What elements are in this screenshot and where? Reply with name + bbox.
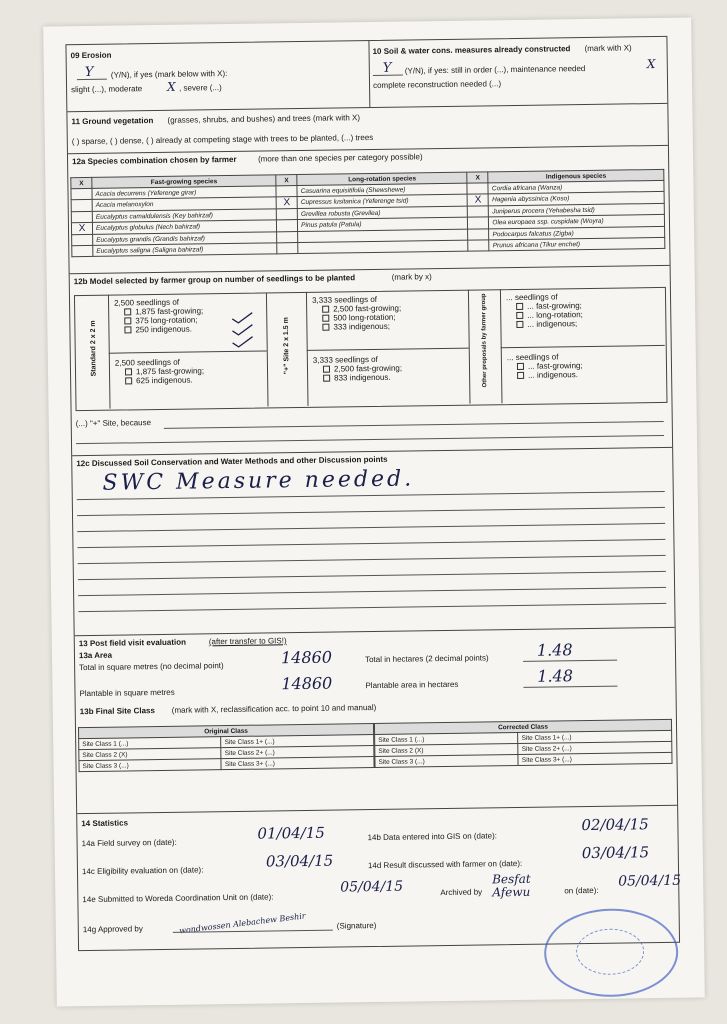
form-frame [65, 36, 680, 951]
swc-maintenance-mark: X [646, 57, 656, 72]
approver-signature: wondwossen Alebachew Beshir [178, 911, 307, 936]
site-class-cell[interactable]: Site Class 1 (...) [79, 737, 222, 750]
field-survey-label: 14a Field survey on (date): [81, 837, 177, 849]
site-class-cell[interactable]: Site Class 2+ (...) [518, 741, 672, 754]
species-mark-cell[interactable] [277, 220, 298, 232]
model-row [70, 265, 672, 456]
plus-a-head: 3,333 seedlings of [311, 294, 378, 305]
site-class-cell[interactable]: Site Class 1+ (...) [518, 730, 672, 743]
total-ha-label: Total in hectares (2 decimal points) [364, 653, 489, 665]
site-class-cell[interactable]: Site Class 1+ (...) [221, 735, 374, 748]
site-class-cell[interactable]: Site Class 3+ (...) [518, 752, 672, 765]
checkbox[interactable] [124, 309, 131, 316]
species-name-cell: Olea europaea ssp. cuspidate (Woyra) [489, 214, 665, 228]
species-mark-cell[interactable] [467, 183, 488, 194]
checkbox[interactable] [322, 324, 329, 331]
swc-title: 10 Soil & water cons. measures already constructed [372, 44, 571, 56]
species-header-cell: X [467, 172, 488, 183]
species-name-cell: Eucalyptus grandis (Grandis bahirzaf) [93, 232, 277, 246]
checkbox[interactable] [125, 378, 132, 385]
species-mark-cell[interactable] [468, 206, 489, 217]
discussion-handwritten: SWC Measure needed. [102, 466, 415, 496]
option-label: ... indigenous; [527, 319, 578, 329]
species-mark-cell[interactable] [276, 209, 297, 220]
standard-b-block [115, 357, 204, 385]
species-name-cell: Juniperus procera (Yehabesha tsid) [489, 203, 665, 216]
archived-date: 05/04/15 [618, 872, 682, 890]
field-survey-date: 01/04/15 [257, 823, 325, 843]
total-sqm-value: 14860 [280, 647, 333, 668]
species-mark-cell[interactable] [71, 199, 92, 211]
species-mark-cell[interactable]: X [71, 222, 92, 234]
checkbox[interactable] [517, 363, 524, 370]
discussion-row [72, 447, 674, 636]
archived-label: Archived by [440, 887, 483, 898]
species-header-cell: X [276, 175, 297, 186]
option-label: 625 indigenous. [136, 375, 193, 386]
other-a-block [506, 292, 583, 329]
species-name-cell: Casuarina equisitifolia (Shewshewe) [297, 183, 467, 196]
plantable-ha-label: Plantable area in hectares [365, 679, 459, 691]
woreda-submission-date: 05/04/15 [340, 878, 404, 896]
option-label: ... fast-growing; [527, 361, 583, 371]
eligibility-label: 14c Eligibility evaluation on (date): [81, 865, 204, 877]
option-label: 833 indigenous. [334, 372, 391, 383]
other-b-block [507, 352, 583, 380]
checkbox[interactable] [124, 318, 131, 325]
site-class-cell[interactable]: Site Class 2 (X) [79, 748, 222, 761]
gis-entry-label: 14b Data entered into GIS on (date): [367, 831, 498, 843]
plantable-sqm-label: Plantable in square metres [79, 687, 175, 699]
species-name-cell: Podocarpus falcatus (Zigba) [489, 226, 665, 239]
species-mark-cell[interactable]: X [276, 197, 297, 209]
signature-label: (Signature) [336, 921, 377, 931]
erosion-severe: , severe (...) [179, 83, 222, 93]
swc-line2: complete reconstruction needed (...) [372, 79, 502, 90]
species-header-cell: X [71, 177, 92, 188]
option-label: ... indigenous. [528, 370, 578, 380]
species-name-cell: Eucalyptus globulus (Nech bahirzaf) [92, 220, 276, 235]
vegetation-title: 11 Ground vegetation [71, 116, 154, 127]
species-name-cell: Hagenia abyssinica (Koso) [488, 191, 664, 205]
erosion-row [66, 37, 667, 112]
model-title-tail: (mark by x) [391, 272, 432, 282]
checkbox[interactable] [124, 327, 131, 334]
species-mark-cell[interactable] [71, 188, 92, 199]
evaluation-row [75, 627, 677, 814]
plus-site-label: "+" Site 2 x 1.5 m [282, 317, 291, 375]
official-stamp [544, 908, 679, 998]
option-label: ... fast-growing; [527, 301, 582, 311]
result-discussed-date: 03/04/15 [581, 843, 650, 863]
species-name-cell: Acacia decurrens (Yeferenge girar) [92, 186, 276, 200]
species-mark-cell[interactable] [277, 243, 298, 254]
species-name-cell: Grevillea robusta (Grevilea) [297, 206, 467, 219]
standard-b-head: 2,500 seedlings of [114, 357, 180, 368]
species-header-cell: Indigenous species [488, 169, 664, 182]
species-name-cell [298, 240, 468, 253]
swc-line1: (Y/N), if yes: still in order (...), maintenance needed [404, 64, 586, 76]
species-name-cell: Cordia africana (Wanza) [488, 180, 664, 193]
other-b-head: ... seedlings of [506, 352, 559, 363]
gis-entry-date: 02/04/15 [581, 815, 649, 835]
species-name-cell: Acacia melanoxylon [92, 197, 276, 212]
species-mark-cell[interactable]: X [467, 194, 488, 206]
option-label: 1,875 fast-growing; [135, 366, 205, 377]
species-mark-cell[interactable] [71, 211, 92, 222]
site-class-cell[interactable]: Site Class 3 (...) [79, 759, 222, 772]
evaluation-title: 13 Post field visit evaluation [78, 637, 187, 649]
checkmarks [230, 310, 271, 351]
species-name-cell: Pinus patula (Patula) [298, 217, 468, 231]
species-name-cell: Eucalyptus saligna (Saligna bahirzaf) [93, 243, 277, 257]
archived-by: Besfat Afewu [492, 871, 531, 900]
model-title: 12b Model selected by farmer group on number of seedlings to be planted [73, 273, 356, 287]
option-label: 500 long-rotation; [333, 312, 396, 323]
discussion-title: 12c Discussed Soil Conservation and Water Methods and other Discussion points [76, 454, 388, 469]
standard-a-head: 2,500 seedlings of [113, 297, 180, 308]
option-label: ... long-rotation; [527, 310, 583, 320]
corrected-class-table [374, 719, 673, 768]
total-sqm-label: Total in square metres (no decimal point) [79, 661, 224, 673]
option-label: 2,500 fast-growing; [333, 363, 403, 374]
site-class-cell[interactable]: Site Class 3+ (...) [221, 757, 374, 770]
checkbox[interactable] [516, 321, 523, 328]
vegetation-title-tail: (grasses, shrubs, and bushes) and trees (mark with X) [167, 113, 361, 125]
species-mark-cell[interactable] [277, 232, 298, 243]
statistics-title: 14 Statistics [81, 818, 129, 829]
option-label: 375 long-rotation; [135, 315, 198, 326]
area-title: 13a Area [78, 650, 113, 661]
plus-site-because: (...) "+" Site, because [75, 418, 152, 429]
species-header-cell: Fast-growing species [92, 175, 276, 189]
site-class-cell[interactable]: Site Class 2+ (...) [221, 746, 374, 759]
other-proposals-label: Other proposals by farmer group [480, 293, 489, 388]
site-class-cell[interactable]: Site Class 2 (X) [375, 744, 519, 757]
erosion-title: 09 Erosion [70, 50, 112, 61]
plus-b-head: 3,333 seedlings of [312, 354, 378, 365]
plus-a-block [312, 295, 402, 332]
plantable-sqm-value: 14860 [281, 673, 333, 694]
original-class-table [78, 723, 375, 772]
species-mark-cell[interactable] [468, 229, 489, 240]
site-class-tail: (mark with X, reclassification acc. to point 10 and manual) [171, 702, 377, 715]
site-class-title: 13b Final Site Class [79, 706, 155, 717]
total-ha-value: 1.48 [536, 640, 573, 660]
plus-b-block [313, 355, 402, 383]
species-mark-cell[interactable] [276, 186, 297, 197]
species-title-tail: (more than one species per category possible) [257, 152, 423, 164]
option-label: 333 indigenous; [333, 321, 390, 332]
site-class-cell[interactable]: Site Class 3 (...) [375, 755, 519, 768]
option-label: 1,875 fast-growing; [135, 306, 204, 317]
site-class-cell[interactable]: Site Class 1 (...) [375, 733, 519, 746]
approved-by-label: 14g Approved by [82, 924, 143, 935]
plantable-ha-value: 1.48 [537, 666, 574, 686]
vegetation-options: ( ) sparse, ( ) dense, ( ) already at competing stage with trees to be planted, (...) trees [71, 132, 374, 147]
checkbox[interactable] [125, 369, 132, 376]
checkbox[interactable] [322, 315, 329, 322]
result-discussed-label: 14d Result discussed with farmer on (date): [367, 858, 523, 871]
eligibility-date: 03/04/15 [265, 851, 334, 871]
checkbox[interactable] [516, 303, 523, 310]
erosion-answer: Y [84, 64, 94, 80]
standard-label: Standard 2 x 2 m [89, 320, 98, 377]
species-mark-cell[interactable] [72, 245, 93, 256]
species-row [68, 145, 670, 274]
option-label: 250 indigenous. [135, 324, 192, 335]
species-name-cell: Cupressus lusitanica (Yeferenge tsid) [297, 194, 467, 208]
original-class-header: Original Class [78, 724, 373, 739]
species-name-cell: Prunus africana (Tikur enchet) [489, 237, 665, 250]
standard-a-block [114, 297, 204, 334]
species-mark-cell[interactable] [72, 234, 93, 245]
erosion-moderate-mark: X [166, 79, 176, 94]
checkbox[interactable] [323, 366, 330, 373]
checkbox[interactable] [516, 312, 523, 319]
species-header-cell: Long-rotation species [297, 172, 467, 185]
species-mark-cell[interactable] [468, 240, 489, 251]
checkbox[interactable] [517, 372, 524, 379]
species-name-cell: Eucalyptus camaldulensis (Key bahirzaf) [92, 209, 276, 223]
woreda-submission-label: 14e Submitted to Woreda Coordination Unit on (date): [82, 892, 274, 905]
erosion-slight: slight (...), moderate [71, 84, 143, 95]
form-sheet [43, 18, 705, 1007]
checkbox[interactable] [322, 306, 329, 313]
species-table [70, 169, 665, 257]
option-label: 2,500 fast-growing; [333, 303, 402, 314]
species-mark-cell[interactable] [468, 217, 489, 229]
swc-answer: Y [382, 60, 392, 76]
species-title: 12a Species combination chosen by farmer [72, 154, 237, 167]
erosion-line1: (Y/N), if yes (mark below with X): [110, 69, 228, 80]
swc-title-tail: (mark with X) [584, 43, 632, 54]
checkbox[interactable] [323, 375, 330, 382]
other-a-head: ... seedlings of [505, 292, 558, 303]
archived-on-label: on (date): [564, 885, 599, 896]
corrected-class-header: Corrected Class [374, 719, 671, 734]
evaluation-title-tail: (after transfer to GIS!) [208, 636, 287, 647]
